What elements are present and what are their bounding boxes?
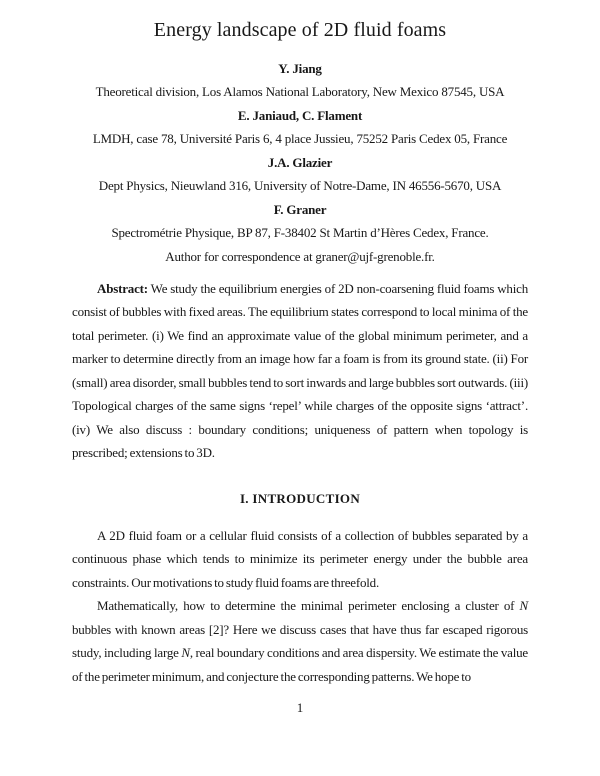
abstract-label: Abstract:	[97, 281, 148, 296]
math-variable-N: N	[519, 598, 528, 614]
paper-title: Energy landscape of 2D fluid foams	[153, 19, 447, 41]
page-number: 1	[296, 700, 304, 715]
author-affiliation: Spectrométrie Physique, BP 87, F-38402 St Martin d’Hères Cedex, France.	[111, 225, 489, 241]
intro-p2-text: , real boundary conditions and area dispersity. We estimate the value of the perimeter minimum, and conjecture the corresponding patterns. We hope to	[72, 645, 528, 684]
intro-paragraph-1: A 2D fluid foam or a cellular fluid consists of a collection of bubbles separated by a continuous phase which tends to minimize its perimeter energy under the bubble area constraints. Our motivations to study fluid foams are threefold.	[72, 528, 528, 590]
abstract-text: We study the equilibrium energies of 2D non-coarsening fluid foams which consist of bubbles with fixed areas. The equilibrium states correspond to local minima of the total perimeter. (i) We find an approximate value of the global minimum perimeter, and a marker to determine directly from an image how far a foam is from its ground state. (ii) For (small) area disorder, small bubbles tend to sort inwards and large bubbles sort outwards. (iii) Topological charges of the same signs ‘repel’ while charges of the opposite signs ‘attract’. (iv) We also discuss : boundary conditions; uniqueness of pattern when topology is prescribed; extensions to 3D.	[72, 281, 528, 461]
abstract-paragraph	[72, 277, 528, 465]
intro-p2-text: bubbles with known areas [2]? Here we discuss cases that have thus far escaped rigorous study, including large	[72, 621, 528, 661]
introduction-body	[72, 524, 528, 688]
section-heading-introduction: I. INTRODUCTION	[239, 491, 361, 506]
author-name: F. Graner	[273, 201, 327, 217]
intro-p2-text: Mathematically, how to determine the minimal perimeter enclosing a cluster of	[97, 598, 520, 614]
author-affiliation: LMDH, case 78, Université Paris 6, 4 place Jussieu, 75252 Paris Cedex 05, France	[92, 131, 508, 147]
author-name: Y. Jiang	[278, 61, 322, 76]
author-name: J.A. Glazier	[267, 154, 333, 170]
author-block	[0, 57, 600, 268]
author-affiliation: Theoretical division, Los Alamos National Laboratory, New Mexico 87545, USA	[95, 84, 505, 100]
math-variable-N: N	[181, 645, 190, 661]
intro-paragraph-2	[72, 594, 528, 688]
author-name: E. Janiaud, C. Flament	[237, 107, 363, 123]
author-affiliation: Dept Physics, Nieuwland 316, University of Notre-Dame, IN 46556-5670, USA	[98, 178, 502, 194]
correspondence-line: Author for correspondence at graner@ujf-grenoble.fr.	[165, 248, 435, 264]
